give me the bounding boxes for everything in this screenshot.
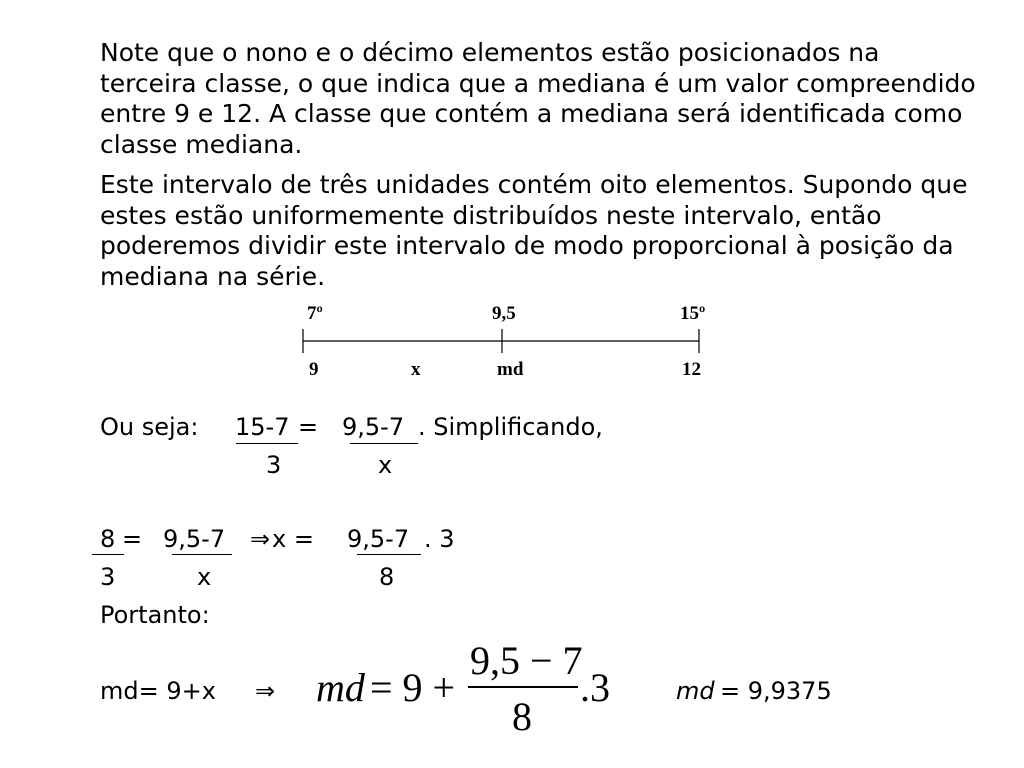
implies-icon: ⇒	[250, 525, 271, 553]
equation2-den1: 3	[100, 563, 116, 591]
paragraph-interval-proportion: Este intervalo de três unidades contém oito elementos. Supondo que estes estão uniformemente distribuídos neste intervalo, então poderemos dividir este intervalo de modo proporcional à posição da mediana na série.	[100, 170, 968, 291]
paragraph-median-position: Note que o nono e o décimo elementos estão posicionados na terceira classe, o que indica que a mediana é um valor compreendido entre 9 e 12. A classe que contém a mediana será identificada como classe mediana.	[100, 38, 976, 159]
formula-denominator: 8	[512, 694, 532, 739]
diagram-label-x: x	[411, 359, 421, 380]
equation1-suffix: . Simplificando,	[418, 413, 603, 441]
diagram-label-md: md	[497, 359, 524, 380]
fraction-bar	[350, 443, 418, 444]
diagram-label-15th: 15º	[680, 303, 706, 324]
equation2-den2: x	[197, 563, 212, 591]
fraction-bar	[92, 554, 124, 555]
portanto-label: Portanto:	[100, 601, 210, 629]
implies-icon: ⇒	[255, 677, 276, 705]
equation1-prefix: Ou seja:	[100, 413, 199, 441]
formula-times-three: .3	[580, 665, 610, 710]
fraction-bar	[172, 554, 232, 555]
fraction-bar	[236, 443, 298, 444]
formula-md: md	[316, 665, 365, 710]
formula-fraction-bar	[468, 686, 578, 688]
diagram-label-12: 12	[682, 359, 701, 380]
diagram-label-7th: 7º	[307, 303, 323, 324]
result-value: = 9,9375	[720, 677, 832, 705]
equation2-eq1: =	[122, 525, 143, 553]
diagram-label-9-5: 9,5	[492, 303, 516, 324]
equation1-equals: =	[298, 413, 319, 441]
result-md: md	[676, 677, 715, 705]
final-lhs: md= 9+x	[100, 677, 216, 705]
diagram-label-9: 9	[309, 359, 319, 380]
formula-numerator: 9,5 − 7	[470, 638, 583, 683]
equation1-den-left: 3	[266, 451, 282, 479]
equation2-den3: 8	[379, 563, 395, 591]
equation1-num-right: 9,5-7	[342, 413, 405, 441]
equation2-mid: x =	[272, 525, 314, 553]
number-line	[295, 325, 715, 357]
equation1-num-left: 15-7	[235, 413, 290, 441]
formula-equals-nine-plus: = 9 +	[370, 665, 456, 710]
equation2-times: . 3	[424, 525, 455, 553]
equation2-num2: 9,5-7	[163, 525, 226, 553]
equation2-num3: 9,5-7	[347, 525, 410, 553]
equation2-num1: 8	[100, 525, 116, 553]
fraction-bar	[357, 554, 421, 555]
equation1-den-right: x	[378, 451, 393, 479]
